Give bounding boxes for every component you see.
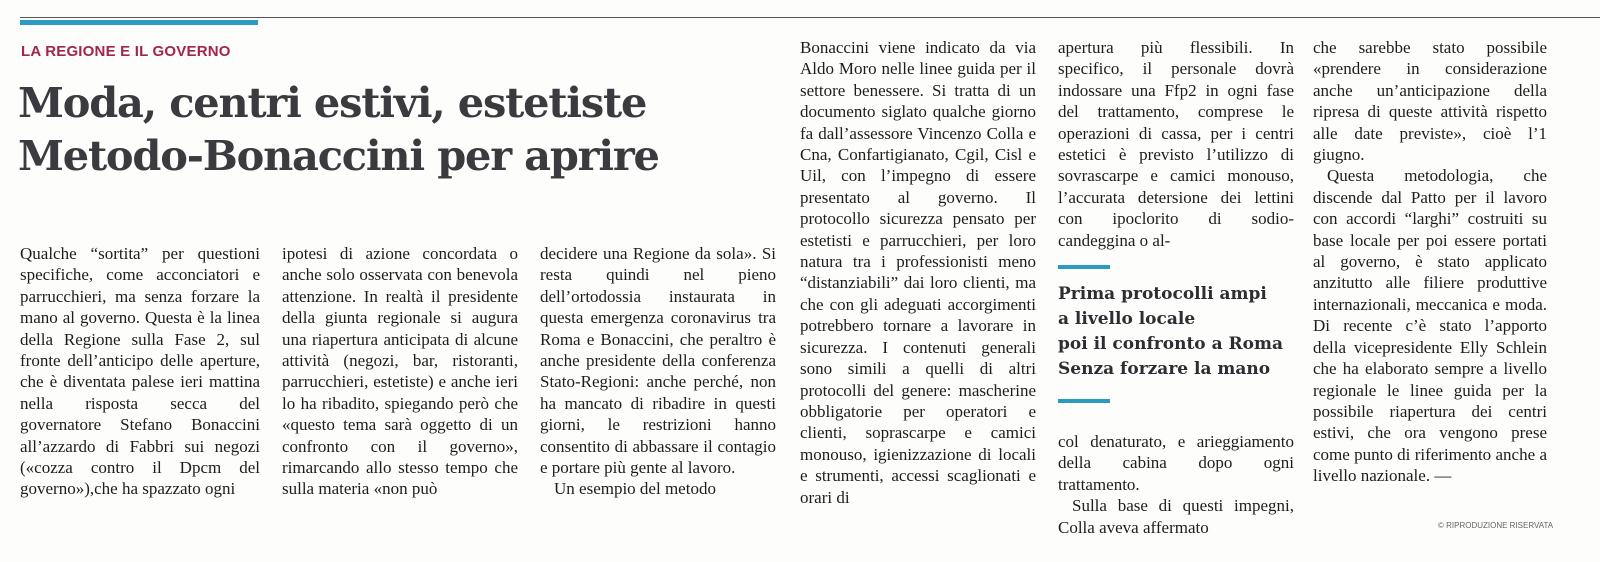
body-column-6: [1313, 37, 1547, 487]
paragraph: Bonaccini viene indicato da via Aldo Moro nelle linee guida per il settore benessere. Si tratta di un documento siglato qualche giorno fa dall’assessore Vincenzo Colla e Cna, Confartigianato, Cgil, Cisl e Uil, con l’impegno di essere presentato al governo. Il protocollo sicurezza pensato per estetisti e parrucchieri, per loro natura tra i professionisti meno “distanziabili” dai loro clienti, ma che con gli adeguati accorgimenti potrebbero tornare a lavorare in sicurezza. I contenuti generali sono simili a quelli di altri protocolli del genere: mascherine obbligatorie per operatori e clienti, soprascarpe e camici monouso, igienizzazione di locali e strumenti, accessi scaglionati e orari di: [800, 38, 1036, 507]
subhead-rule-bottom: [1058, 399, 1110, 403]
subhead-line-3: poi il confronto a Roma: [1058, 334, 1283, 354]
top-rule: [20, 17, 1600, 18]
paragraph: ipotesi di azione concordata o anche solo osservata con benevola attenzione. In realtà il presidente della giunta regionale si augura una riapertura anticipata di alcune attività (negozi, bar, ristoranti, parrucchieri, estetiste) e anche ieri lo ha ribadito, spiegando però che «questo tema sarà oggetto di un confronto con il governo», rimarcando allo stesso tempo che sulla materia «non può: [282, 244, 518, 499]
subhead-line-4: Senza forzare la mano: [1058, 359, 1271, 379]
headline-line-2: Metodo-Bonaccini per aprire: [18, 131, 659, 180]
body-column-5-top: [1058, 37, 1294, 251]
body-column-5-bottom: [1058, 431, 1294, 538]
body-column-2: [282, 243, 518, 500]
subhead-rule-top: [1058, 265, 1110, 269]
paragraph: Qualche “sortita” per questioni specifiche, come acconciatori e parrucchieri, ma senza forzare la mano al governo. Questa è la linea della Regione sulla Fase 2, sul fronte dell’anticipo delle aperture, che è diventata palese ieri mattina nella risposta secca del governatore Stefano Bonaccini all’azzardo di Fabbri sui negozi («cozza contro il Dpcm del governo»),che ha spazzato ogni: [20, 244, 260, 499]
headline: [18, 76, 788, 182]
paragraph: Un esempio del metodo: [554, 479, 716, 499]
paragraph: Questa metodologia, che discende dal Patto per il lavoro con accordi “larghi” costruiti su base locale per poi essere portati al governo, è stato applicato anzitutto alle filiere produttive internazionali, meccanica e moda. Di recente c’è stato l’apporto della vicepresidente Elly Schlein che ha elaborato sempre a livello regionale le linee guida per la possibile riapertura dei centri estivi, che ora vengono prese come punto di riferimento anche a livello nazionale. —: [1313, 166, 1547, 486]
paragraph: decidere una Regione da sola». Si resta quindi nel pieno dell’ortodossia instaurata in questa emergenza coronavirus tra Roma e Bonaccini, che peraltro è anche presidente della conferenza Stato-Regioni: anche perché, non ha mancato di ribadire in questi giorni, le restrizioni hanno consentito di abbassare il contagio e portare più gente al lavoro.: [540, 244, 776, 478]
paragraph: che sarebbe stato possibile «prendere in considerazione anche un’anticipazione della ripresa di queste attività rispetto alle date previste», cioè l’1 giugno.: [1313, 38, 1547, 165]
body-column-4: [800, 37, 1036, 508]
section-kicker: LA REGIONE E IL GOVERNO: [21, 43, 231, 60]
body-column-1: [20, 243, 260, 500]
subhead-line-1: Prima protocolli ampi: [1058, 284, 1267, 304]
accent-bar: [20, 20, 258, 25]
paragraph: apertura più flessibili. In specifico, il personale dovrà indossare una Ffp2 in ogni fase del trattamento, comprese le operazioni di cassa, per i centri estetici è previsto l’utilizzo di sovrascarpe e camici monouso, l’accurata detersione dei lettini con ipoclorito di sodio-candeggina o al-: [1058, 38, 1294, 250]
subhead-box: [1058, 282, 1298, 382]
paragraph: col denaturato, e arieggiamento della cabina dopo ogni trattamento.: [1058, 432, 1294, 494]
headline-line-1: Moda, centri estivi, estetiste: [18, 78, 647, 127]
subhead-line-2: a livello locale: [1058, 309, 1196, 329]
copyright-notice: © RIPRODUZIONE RISERVATA: [1438, 521, 1554, 530]
body-column-3: [540, 243, 776, 500]
paragraph: Sulla base di questi impegni, Colla aveva affermato: [1058, 496, 1294, 537]
